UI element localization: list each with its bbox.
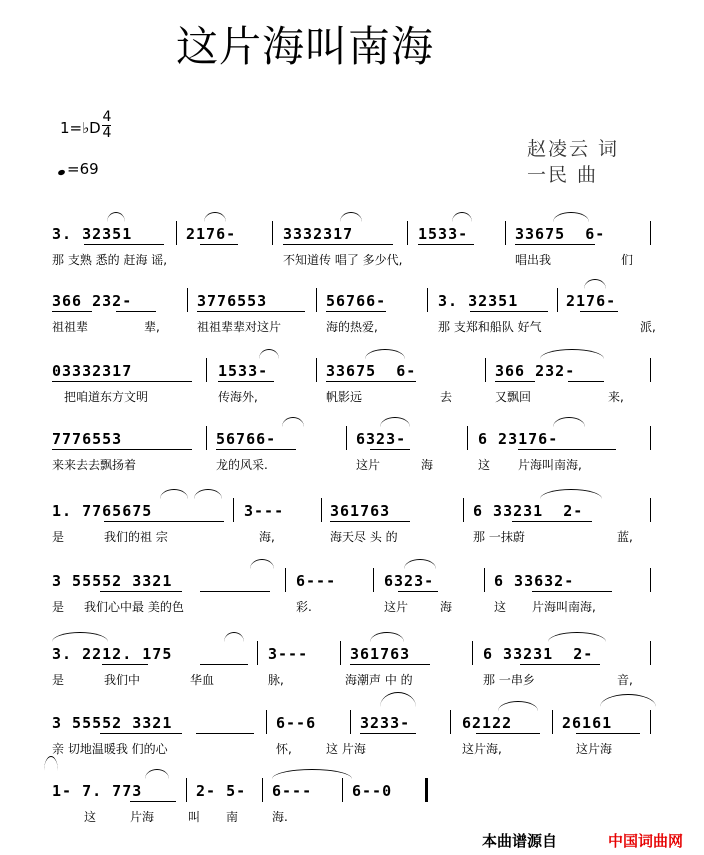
tempo-marking	[58, 160, 99, 178]
slur	[553, 212, 589, 222]
key-signature: 1=♭D	[60, 119, 101, 137]
lyric-text: 亲 切地温暖我 们的心	[52, 742, 168, 756]
lyric-text: 这片	[356, 458, 381, 472]
bar-line	[321, 498, 322, 522]
score-row-9	[0, 782, 704, 842]
bar-line	[650, 710, 651, 734]
lyric-text: 那 一抹蔚	[473, 530, 525, 544]
measure: 33675 6-	[326, 362, 417, 380]
lyric-line	[0, 251, 704, 271]
bar-line	[650, 498, 651, 522]
beam	[515, 244, 595, 245]
notation-line	[0, 714, 704, 736]
slur	[107, 212, 125, 222]
quarter-note-icon	[57, 169, 65, 176]
lyric-text: 来,	[608, 390, 624, 404]
measure: 2- 5-	[196, 782, 247, 800]
lyric-line	[0, 318, 704, 338]
lyric-text: 海的热爱,	[326, 320, 378, 334]
score-row-4	[0, 430, 704, 490]
bar-line	[266, 710, 267, 734]
bar-line	[427, 288, 428, 312]
measure: 6---	[296, 572, 337, 590]
bar-line	[342, 778, 343, 802]
measure: 26161	[562, 714, 613, 732]
beam	[326, 381, 416, 382]
measure: 1- 7. 773	[52, 782, 143, 800]
beam	[518, 449, 616, 450]
lyric-text: 音,	[617, 673, 633, 687]
lyric-text: 蓝,	[617, 530, 633, 544]
beam	[100, 733, 182, 734]
beam	[532, 591, 612, 592]
bar-line	[450, 710, 451, 734]
bar-line	[206, 358, 207, 382]
score-row-3	[0, 362, 704, 422]
source-site-link[interactable]: 中国词曲网	[608, 832, 684, 850]
measure: 361763	[350, 645, 411, 663]
beam	[100, 591, 182, 592]
slur	[340, 212, 362, 222]
bar-line	[484, 568, 485, 592]
slur	[204, 212, 226, 222]
beam	[576, 733, 640, 734]
lyric-text: 这	[84, 810, 97, 824]
lyricist-credit: 赵凌云 词	[527, 138, 620, 160]
lyric-text: 南	[226, 810, 239, 824]
beam	[370, 449, 410, 450]
lyric-text: 来来去去飘扬着	[52, 458, 137, 472]
notation-line	[0, 362, 704, 384]
measure: 62122	[462, 714, 513, 732]
lyric-text: 祖祖辈辈对这片	[197, 320, 282, 334]
measure: 7776553	[52, 430, 123, 448]
lyric-text: 我们心中最 美的色	[84, 600, 184, 614]
measure: 3 55552 3321	[52, 714, 173, 732]
bar-line	[316, 288, 317, 312]
measure: 1. 7765675	[52, 502, 153, 520]
measure: 56766-	[216, 430, 277, 448]
bar-line	[467, 426, 468, 450]
lyric-text: 传海外,	[218, 390, 258, 404]
measure: 3. 32351	[52, 225, 133, 243]
beam	[104, 521, 224, 522]
lyric-text: 我们中	[104, 673, 141, 687]
score-row-8	[0, 714, 704, 774]
lyric-text: 把咱道东方文明	[64, 390, 149, 404]
measure: 03332317	[52, 362, 133, 380]
time-signature-top: 4	[102, 109, 112, 125]
bar-line	[650, 358, 651, 382]
measure: 3. 2212. 175	[52, 645, 173, 663]
measure: 6 33632-	[494, 572, 575, 590]
lyric-text: 是	[52, 673, 65, 687]
lyric-text: 们	[621, 253, 634, 267]
beam	[196, 733, 254, 734]
lyric-text: 海潮声 中 的	[345, 673, 413, 687]
bar-line	[206, 426, 207, 450]
measure: 6---	[272, 782, 313, 800]
notation-line	[0, 645, 704, 667]
lyric-text: 叫	[188, 810, 201, 824]
bar-line	[485, 358, 486, 382]
lyric-text: 海	[440, 600, 453, 614]
time-signature-bottom: 4	[102, 125, 112, 141]
beam	[116, 311, 156, 312]
lyric-text: 这片海,	[462, 742, 502, 756]
bar-line	[233, 498, 234, 522]
lyric-text: 祖祖辈	[52, 320, 89, 334]
beam	[476, 733, 540, 734]
measure: 1533-	[418, 225, 469, 243]
score-row-2	[0, 292, 704, 352]
lyric-line	[0, 388, 704, 408]
beam	[520, 664, 600, 665]
beam	[200, 591, 270, 592]
lyric-text: 华血	[190, 673, 215, 687]
bar-line	[552, 710, 553, 734]
bar-line	[557, 288, 558, 312]
beam	[330, 521, 410, 522]
lyric-text: 又飘回	[495, 390, 532, 404]
bar-line	[373, 568, 374, 592]
lyric-text: 那 支熟 悉的 赶海 谣,	[52, 253, 168, 267]
lyric-text: 怀,	[276, 742, 292, 756]
measure: 3233-	[360, 714, 411, 732]
lyric-line	[0, 671, 704, 691]
measure: 6323-	[384, 572, 435, 590]
lyric-text: 片海	[130, 810, 155, 824]
lyric-text: 辈,	[144, 320, 160, 334]
bar-line	[346, 426, 347, 450]
lyric-text: 不知道传 唱了 多少代,	[283, 253, 403, 267]
lyric-line	[0, 598, 704, 618]
bar-line	[505, 221, 506, 245]
score-row-7	[0, 645, 704, 705]
slur	[540, 489, 602, 499]
beam	[197, 311, 305, 312]
bar-line	[257, 641, 258, 665]
score-row-6	[0, 572, 704, 632]
beam	[200, 664, 248, 665]
slur	[194, 489, 222, 499]
measure: 2176-	[566, 292, 617, 310]
slur	[370, 632, 404, 642]
measure: 3776553	[197, 292, 268, 310]
beam	[580, 311, 618, 312]
lyric-text: 脉,	[268, 673, 284, 687]
measure: 3---	[244, 502, 285, 520]
measure: 33675 6-	[515, 225, 606, 243]
lyric-text: 彩.	[296, 600, 312, 614]
beam	[200, 244, 238, 245]
bar-line	[650, 426, 651, 450]
score-row-5	[0, 502, 704, 562]
lyric-text: 那 一串乡	[483, 673, 535, 687]
measure: 366 232-	[495, 362, 576, 380]
bar-line	[350, 710, 351, 734]
lyric-text: 派,	[640, 320, 656, 334]
tempo-value: =69	[67, 160, 99, 178]
bar-line	[650, 221, 651, 245]
song-title: 这片海叫南海	[176, 22, 435, 71]
lyric-text: 是	[52, 600, 65, 614]
lyric-text: 唱出我	[515, 253, 552, 267]
lyric-line	[0, 456, 704, 476]
measure: 3. 32351	[438, 292, 519, 310]
bar-line	[285, 568, 286, 592]
bar-line	[272, 221, 273, 245]
beam	[52, 381, 192, 382]
beam	[216, 449, 296, 450]
beam	[470, 311, 548, 312]
bar-line	[187, 288, 188, 312]
bar-line	[186, 778, 187, 802]
bar-line	[262, 778, 263, 802]
lyric-text: 去	[440, 390, 453, 404]
lyric-text: 那 支郑和船队 好气	[438, 320, 542, 334]
bar-line	[316, 358, 317, 382]
beam	[84, 244, 164, 245]
score-row-1	[0, 225, 704, 285]
measure: 6 33231 2-	[473, 502, 584, 520]
lyric-text: 这	[494, 600, 507, 614]
measure: 3332317	[283, 225, 354, 243]
lyric-text: 片海叫南海,	[518, 458, 582, 472]
slur	[160, 489, 188, 499]
beam	[418, 244, 474, 245]
notation-line	[0, 430, 704, 452]
beam	[350, 664, 430, 665]
bar-line	[176, 221, 177, 245]
slur	[224, 632, 244, 642]
time-signature	[102, 110, 112, 141]
bar-line	[650, 568, 651, 592]
lyric-text: 海	[421, 458, 434, 472]
measure: 2176-	[186, 225, 237, 243]
lyric-line	[0, 528, 704, 548]
lyric-text: 片海叫南海,	[532, 600, 596, 614]
lyric-text: 这	[478, 458, 491, 472]
lyric-text: 龙的风采.	[216, 458, 268, 472]
bar-line	[472, 641, 473, 665]
lyric-text: 我们的祖 宗	[104, 530, 168, 544]
bar-line	[340, 641, 341, 665]
lyric-text: 这片	[384, 600, 409, 614]
measure: 56766-	[326, 292, 387, 310]
measure: 6323-	[356, 430, 407, 448]
slur	[452, 212, 472, 222]
notation-line	[0, 502, 704, 524]
lyric-line	[0, 808, 704, 828]
lyric-text: 海天尽 头 的	[330, 530, 398, 544]
beam	[218, 381, 274, 382]
lyric-text: 海.	[272, 810, 288, 824]
bar-line	[463, 498, 464, 522]
measure: 3---	[268, 645, 309, 663]
beam	[326, 311, 386, 312]
lyric-line	[0, 740, 704, 760]
notation-line	[0, 292, 704, 314]
beam	[568, 381, 604, 382]
notation-line	[0, 782, 704, 804]
lyric-text: 海,	[259, 530, 275, 544]
beam	[398, 591, 438, 592]
beam	[102, 664, 148, 665]
final-bar-line	[425, 778, 428, 802]
beam	[495, 381, 535, 382]
notation-line	[0, 225, 704, 247]
beam	[52, 449, 192, 450]
lyric-text: 是	[52, 530, 65, 544]
lyric-text: 帆影远	[326, 390, 363, 404]
bar-line	[650, 641, 651, 665]
slur	[52, 632, 108, 642]
lyric-text: 这 片海	[326, 742, 366, 756]
beam	[52, 311, 92, 312]
beam	[360, 733, 416, 734]
measure: 6--0	[352, 782, 393, 800]
beam	[283, 244, 393, 245]
measure: 3 55552 3321	[52, 572, 173, 590]
beam	[512, 521, 592, 522]
composer-credit: 一民 曲	[527, 164, 599, 186]
measure: 6 23176-	[478, 430, 559, 448]
notation-line	[0, 572, 704, 594]
beam	[130, 801, 176, 802]
measure: 361763	[330, 502, 391, 520]
measure: 6 33231 2-	[483, 645, 594, 663]
lyric-text: 这片海	[576, 742, 613, 756]
measure: 366 232-	[52, 292, 133, 310]
measure: 1533-	[218, 362, 269, 380]
measure: 6--6	[276, 714, 317, 732]
bar-line	[407, 221, 408, 245]
source-label: 本曲谱源自	[482, 832, 558, 850]
slur	[548, 632, 606, 642]
